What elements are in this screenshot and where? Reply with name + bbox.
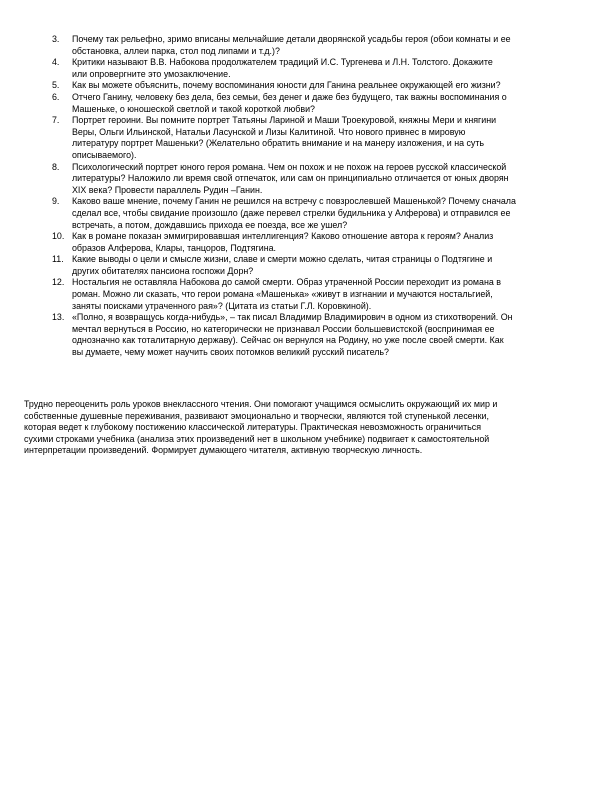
list-item — [52, 277, 592, 312]
list-item-text: Как в романе показан эммигрировавшая интеллигенция? Каково отношение автора к героям? Анализ образов Алферова, Клары, танцоров, Подтягина. — [72, 231, 494, 253]
list-item-number: 3. — [52, 34, 60, 44]
list-item — [52, 34, 592, 57]
question-list — [52, 34, 592, 359]
list-item-text: Отчего Ганину, человеку без дела, без семьи, без денег и даже без будущего, так важны воспоминания о Машеньке, о юношеской светлой и такой короткой любви? — [72, 91, 507, 114]
list-item-text: Как вы можете объяснить, почему воспоминания юности для Ганина реальнее окружающей его жизни? — [72, 80, 501, 91]
list-item — [52, 254, 592, 277]
list-item-text: Какие выводы о цели и смысле жизни, славе и смерти можно сделать, читая страницы о Подтягине и других обитателях пансиона госпожи Дорн? — [72, 254, 493, 276]
list-item-text: Портрет героини. Вы помните портрет Татьяны Лариной и Маши Троекуровой, княжны Мери и княгини Веры, Ольги Ильинской, Натальи Ласунской и Лизы Калитиной. Что нового привнес в мировую литературу портрет Машеньки? (Желательно обратить внимание и на манеру изложения, и на суть описываемого). — [72, 115, 497, 160]
list-item — [52, 115, 592, 161]
list-item-number: 4. — [52, 57, 60, 68]
list-item-number: 5. — [52, 80, 60, 91]
list-item — [52, 196, 592, 231]
list-item — [52, 80, 592, 92]
list-item-number: 7. — [52, 115, 60, 126]
summary-paragraph: Трудно переоценить роль уроков внеклассного чтения. Они помогают учащимся осмыслить окружающий их мир и собственные душевные переживания, развивают эмоционально и творчески, являются той ступенькой лесенки, которая ведет к глубокому постижению классической литературы. Практическая невозможность ограничиться сухими строками учебника (анализа этих произведений нет в школьном учебнике) подвигает к самостоятельной интерпретации произведений. Формирует думающего читателя, активную творческую личность. — [24, 399, 498, 456]
list-item-text: «Полно, я возвращусь когда-нибудь», – так писал Владимир Владимирович в одном из стихотворений. Он мечтал вернуться в Россию, но категорически не признавал России большевистской (воспринимая ее однозначно как тоталитарную державу). Сейчас он вернулся на Родину, но уже после своей смерти. Как вы думаете, чему может научить своих потомков великий русский писатель? — [72, 312, 513, 358]
list-item-number: 9. — [52, 196, 60, 207]
list-item-text: Ностальгия не оставляла Набокова до самой смерти. Образ утраченной России переходит из романа в роман. Можно ли сказать, что герои романа «Машенька» «живут в изгнании и мучаются ностальгией, заняты поисками утраченного рая»? (Цитата из статьи Г.Л. Коровкиной). — [72, 277, 501, 311]
list-item-number: 10. — [52, 231, 65, 242]
list-item-number: 6. — [52, 91, 60, 102]
list-item-text: Каково ваше мнение, почему Ганин не решился на встречу с повзрослевшей Машенькой? Почему сначала сделал все, чтобы свидание произошло (даже перевел стрелки будильника у Алферова) и отправился ее встречать, а потом, дождавшись прихода ее поезда, все же ушел? — [72, 196, 516, 230]
list-item-number: 8. — [52, 161, 60, 172]
list-item — [52, 92, 592, 115]
list-item-text: Почему так рельефно, зримо вписаны мельчайшие детали дворянской усадьбы героя (обои комнаты и ее обстановка, аллеи парка, стол под липами и т.д.)? — [72, 34, 511, 56]
list-item — [52, 162, 592, 197]
list-item-text: Критики называют В.В. Набокова продолжателем традиций И.С. Тургенева и Л.Н. Толстого. Докажите или опровергните это умозаключение. — [72, 57, 493, 79]
list-item-text: Психологический портрет юного героя романа. Чем он похож и не похож на героев русской классической литературы? Наложило ли время свой отпечаток, или сам он принципиально отличается от юных дворян XIX века? Провести параллель Рудин –Ганин. — [72, 161, 509, 195]
list-item-number: 13. — [52, 312, 65, 323]
list-item — [52, 57, 592, 80]
list-item-number: 12. — [52, 277, 65, 288]
list-item-number: 11. — [52, 254, 64, 265]
list-item — [52, 231, 592, 254]
list-item — [52, 312, 592, 358]
